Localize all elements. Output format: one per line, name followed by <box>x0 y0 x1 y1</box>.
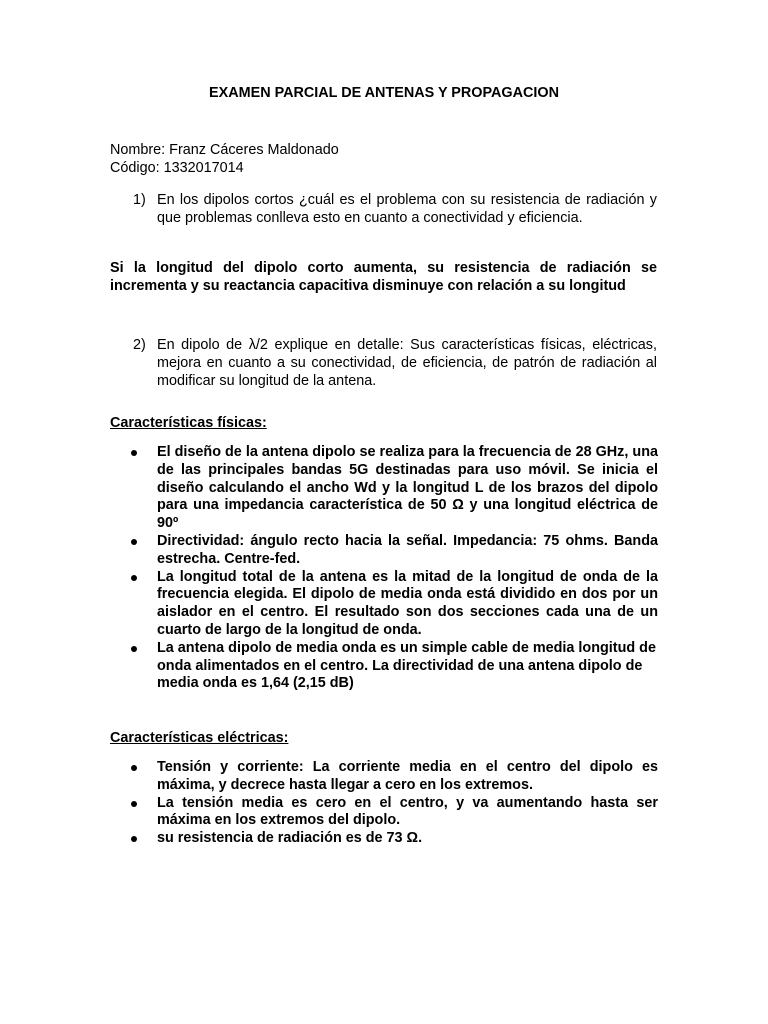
physical-bullet-list <box>110 444 658 693</box>
bullet-dot-icon <box>131 801 137 807</box>
document-title: EXAMEN PARCIAL DE ANTENAS Y PROPAGACION <box>209 85 559 101</box>
physical-bullet-text: La antena dipolo de media onda es un simple cable de media longitud de onda alimentados en el centro. La directividad de una antena dipolo de media onda es 1,64 (2,15 dB) <box>157 639 656 692</box>
physical-bullet-text: La longitud total de la antena es la mitad de la longitud de onda de la frecuencia elegida. El dipolo de media onda está dividido en dos por un aislador en el centro. El resultado son dos secciones cada una de un cuarto de largo de la longitud de onda. <box>157 568 658 638</box>
question-1-text: En los dipolos cortos ¿cuál es el problema con su resistencia de radiación y que problemas conlleva esto en cuanto a conectividad y eficiencia. <box>157 192 657 226</box>
question-1-number: 1) <box>133 192 146 208</box>
list-item <box>110 759 658 795</box>
question-2-number: 2) <box>133 337 146 353</box>
electrical-bullet-text: Tensión y corriente: La corriente media en el centro del dipolo es máxima, y decrece hasta llegar a cero en los extremos. <box>157 759 658 793</box>
list-item <box>110 795 658 831</box>
bullet-dot-icon <box>131 575 137 581</box>
bullet-dot-icon <box>131 539 137 545</box>
student-code: Código: 1332017014 <box>110 160 244 176</box>
answer-1: Si la longitud del dipolo corto aumenta, su resistencia de radiación se incrementa y su reactancia capacitiva disminuye con relación a su longitud <box>110 260 657 294</box>
question-2 <box>133 337 657 390</box>
physical-bullet-text: El diseño de la antena dipolo se realiza para la frecuencia de 28 GHz, una de las principales bandas 5G destinadas para uso móvil. Se inicia el diseño calculando el ancho Wd y la longitud L de los brazos del dipolo para una impedancia característica de 50 Ω y una longitud eléctrica de 90º <box>157 444 658 532</box>
list-item <box>110 569 658 640</box>
bullet-dot-icon <box>131 765 137 771</box>
list-item <box>110 533 658 569</box>
electrical-bullet-list <box>110 759 658 848</box>
electrical-bullet-text: La tensión media es cero en el centro, y va aumentando hasta ser máxima en los extremos del dipolo. <box>157 794 658 829</box>
physical-bullet-text: Directividad: ángulo recto hacia la señal. Impedancia: 75 ohms. Banda estrecha. Centre-fed. <box>157 532 658 567</box>
list-item <box>110 830 658 848</box>
list-item <box>110 444 658 533</box>
electrical-bullet-text: su resistencia de radiación es de 73 Ω. <box>157 830 423 847</box>
electrical-heading: Características eléctricas: <box>110 730 289 746</box>
question-1 <box>133 192 657 228</box>
list-item <box>110 640 658 693</box>
physical-heading: Características físicas: <box>110 415 267 431</box>
bullet-dot-icon <box>131 646 137 652</box>
question-2-text: En dipolo de λ/2 explique en detalle: Sus características físicas, eléctricas, mejora en cuanto a su conectividad, de eficiencia, de patrón de radiación al modificar su longitud de la antena. <box>157 337 657 389</box>
student-name: Nombre: Franz Cáceres Maldonado <box>110 142 339 158</box>
bullet-dot-icon <box>131 450 137 456</box>
bullet-dot-icon <box>131 836 137 842</box>
